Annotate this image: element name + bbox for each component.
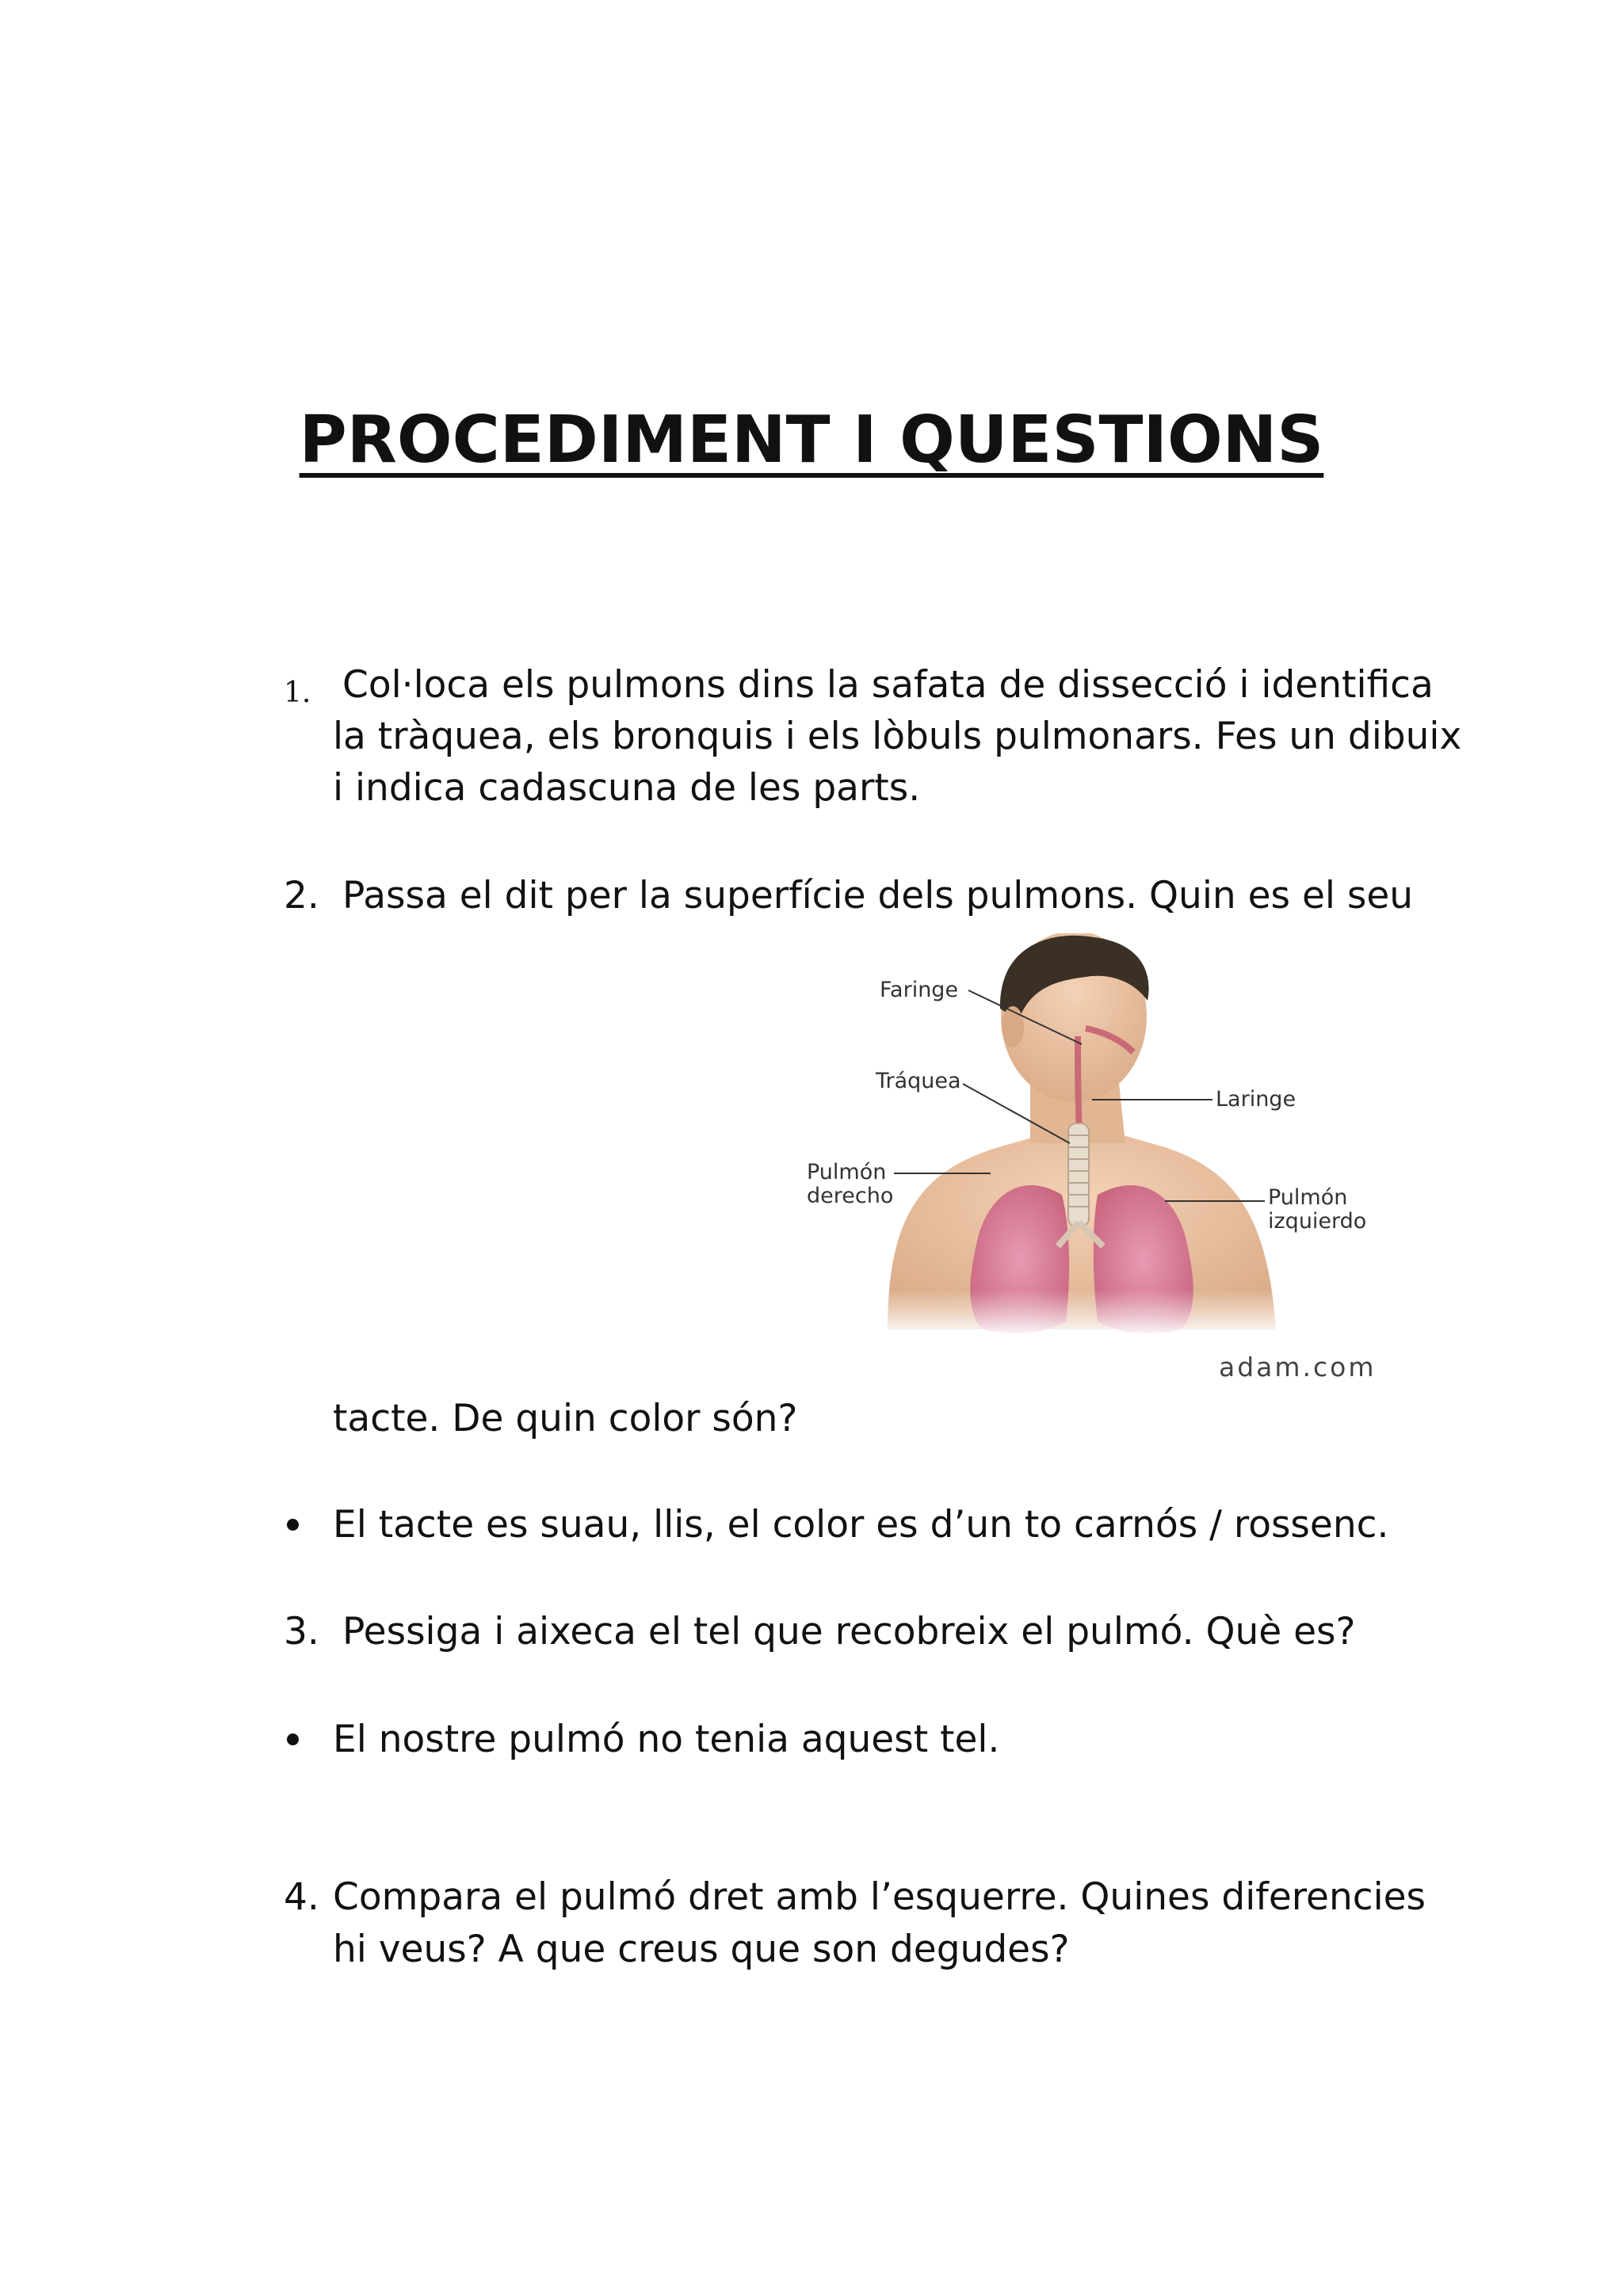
- ear-shape: [1002, 1006, 1024, 1047]
- bottom-fade: [872, 1290, 1300, 1337]
- item-3-line-1: Pessiga i aixeca el tel que recobreix el pulmó. Què es?: [342, 1610, 1356, 1653]
- item-1-line-3: i indica cadascuna de les parts.: [333, 766, 921, 810]
- page-title: PROCEDIMENT I QUESTIONS: [299, 402, 1324, 478]
- respiratory-system-figure: [792, 933, 1395, 1401]
- item-1-line-2: la tràquea, els bronquis i els lòbuls pulmonars. Fes un dibuix: [333, 715, 1462, 758]
- respiratory-system-illustration: [792, 933, 1395, 1401]
- item-2-number: 2.: [284, 874, 319, 917]
- answer-1: El tacte es suau, llis, el color es d’un to carnós / rossenc.: [333, 1503, 1389, 1547]
- item-4-line-1: Compara el pulmó dret amb l’esquerre. Quines diferencies: [333, 1875, 1426, 1919]
- item-1-number: 1.: [284, 677, 311, 709]
- answer-2: El nostre pulmó no tenia aquest tel.: [333, 1718, 1000, 1761]
- label-traquea: Tráquea: [876, 1069, 961, 1093]
- label-pulmon-izquierdo-2: izquierdo: [1268, 1209, 1367, 1234]
- label-pulmon-izquierdo-1: Pulmón: [1268, 1185, 1348, 1210]
- figure-credit: adam.com: [1219, 1352, 1377, 1383]
- item-2-line-2: tacte. De quin color són?: [333, 1397, 798, 1440]
- label-pulmon-derecho-2: derecho: [807, 1184, 894, 1208]
- label-laringe: Laringe: [1216, 1087, 1296, 1112]
- item-3-number: 3.: [284, 1610, 319, 1653]
- item-4-number: 4.: [284, 1875, 319, 1919]
- label-pulmon-derecho-1: Pulmón: [807, 1160, 887, 1184]
- item-2-line-1: Passa el dit per la superfície dels pulmons. Quin es el seu: [342, 874, 1414, 917]
- trachea-shape: [1068, 1123, 1089, 1226]
- item-4-line-2: hi veus? A que creus que son degudes?: [333, 1928, 1070, 1971]
- bullet-icon: [287, 1519, 299, 1531]
- label-faringe: Faringe: [880, 978, 959, 1002]
- item-1-line-1: Col·loca els pulmons dins la safata de dissecció i identifica: [342, 663, 1434, 707]
- bullet-icon: [287, 1733, 299, 1745]
